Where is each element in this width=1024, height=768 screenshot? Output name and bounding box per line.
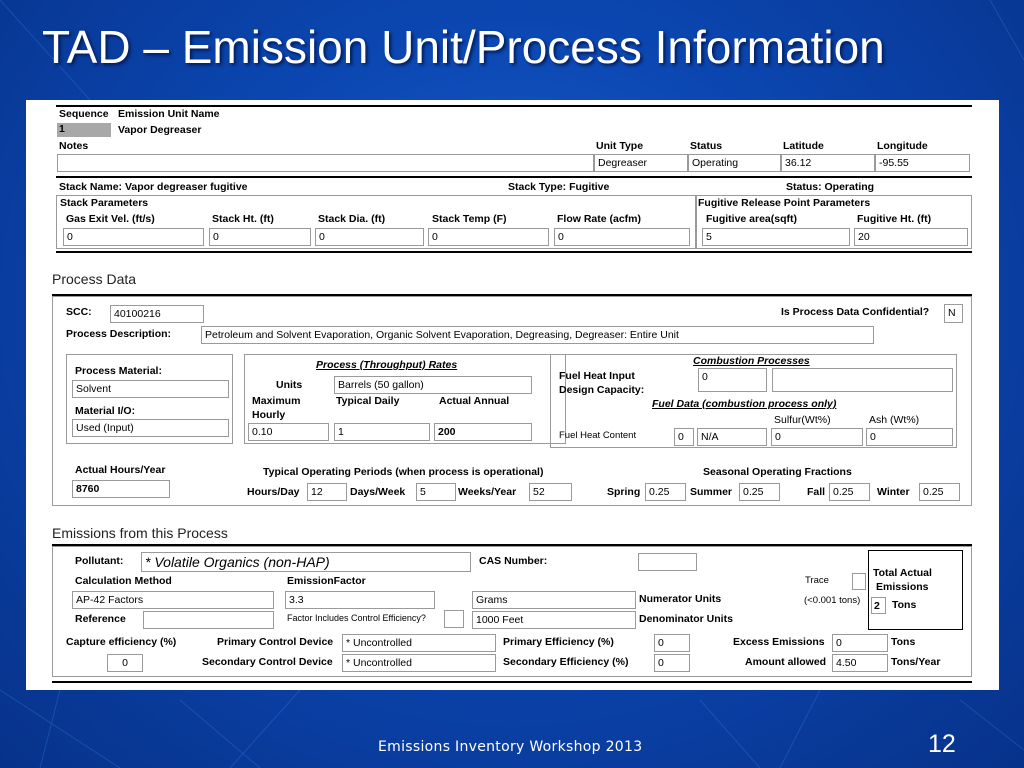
unit-name-value: Vapor Degreaser: [118, 124, 202, 136]
process-material-label: Process Material:: [75, 365, 162, 377]
factor-control-label: Factor Includes Control Efficiency?: [287, 613, 426, 623]
reference-field: [143, 611, 274, 629]
amount-allowed-field: 4.50: [832, 654, 888, 672]
secondary-efficiency-field: 0: [654, 654, 690, 672]
fugitive-parameters-header: Fugitive Release Point Parameters: [698, 197, 871, 209]
sequence-label: Sequence: [59, 108, 109, 120]
winter-label: Winter: [877, 486, 910, 498]
seasonal-label: Seasonal Operating Fractions: [703, 466, 852, 478]
summer-label: Summer: [690, 486, 733, 498]
fuel-heat-input-label-1: Fuel Heat Input: [559, 370, 635, 382]
gas-exit-vel-field: 0: [63, 228, 204, 246]
emissions-heading: Emissions from this Process: [52, 525, 228, 541]
process-description-field: Petroleum and Solvent Evaporation, Organic Solvent Evaporation, Degreasing, Degreaser: Entire Unit: [201, 326, 874, 344]
process-data-heading: Process Data: [52, 271, 137, 287]
capture-efficiency-label: Capture efficiency (%): [66, 636, 177, 648]
stack-dia-field: 0: [315, 228, 424, 246]
amount-allowed-label: Amount allowed: [745, 656, 827, 668]
scc-label: SCC:: [66, 306, 92, 318]
material-io-field: Used (Input): [72, 419, 229, 437]
status-label: Status: [690, 140, 723, 152]
actual-annual-label: Actual Annual: [439, 395, 510, 407]
calculation-method-label: Calculation Method: [75, 575, 172, 587]
secondary-control-device-field: * Uncontrolled: [342, 654, 496, 672]
secondary-efficiency-label: Secondary Efficiency (%): [503, 656, 629, 668]
sulfur-field: 0: [771, 428, 863, 446]
flow-rate-field: 0: [554, 228, 690, 246]
spring-label: Spring: [607, 486, 641, 498]
total-actual-field: 2: [871, 597, 886, 614]
stack-name: Stack Name: Vapor degreaser fugitive: [59, 181, 248, 193]
spring-field: 0.25: [645, 483, 686, 501]
fall-field: 0.25: [829, 483, 870, 501]
excess-emissions-field: 0: [832, 634, 888, 652]
stack-ht-label: Stack Ht. (ft): [212, 213, 274, 225]
unit-type-field: Degreaser: [594, 154, 688, 172]
emission-factor-field: 3.3: [285, 591, 435, 609]
stack-temp-field: 0: [428, 228, 549, 246]
capture-efficiency-field: 0: [107, 654, 143, 672]
calculation-method-field: AP-42 Factors: [72, 591, 274, 609]
numerator-units-field: Grams: [472, 591, 636, 609]
bottom-rule: [52, 681, 972, 683]
stack-parameters-header: Stack Parameters: [60, 197, 149, 209]
reference-label: Reference: [75, 613, 126, 625]
unit-type-label: Unit Type: [596, 140, 644, 152]
units-label: Units: [276, 379, 303, 391]
process-description-label: Process Description:: [66, 328, 172, 340]
primary-efficiency-field: 0: [654, 634, 690, 652]
actual-hours-label: Actual Hours/Year: [75, 464, 166, 476]
days-week-field: 5: [416, 483, 456, 501]
max-hourly-label-2: Hourly: [252, 409, 286, 421]
emission-factor-label: EmissionFactor: [287, 575, 366, 587]
fuel-heat-input-field: 0: [698, 368, 767, 392]
scc-field: 40100216: [110, 305, 204, 323]
trace-checkbox: [852, 573, 866, 590]
days-week-label: Days/Week: [350, 486, 406, 498]
fuel-data-title: Fuel Data (combustion process only): [652, 398, 837, 410]
ash-field: 0: [866, 428, 953, 446]
throughput-title: Process (Throughput) Rates: [316, 359, 458, 371]
numerator-units-label: Numerator Units: [639, 593, 722, 605]
max-hourly-field: 0.10: [248, 423, 329, 441]
hours-day-label: Hours/Day: [247, 486, 300, 498]
status-field: Operating: [688, 154, 781, 172]
stack-rule: [56, 176, 972, 178]
fuel-heat-content-label: Fuel Heat Content: [559, 430, 637, 441]
actual-hours-field: 8760: [72, 480, 170, 498]
total-actual-label-1: Total Actual: [873, 567, 932, 579]
stack-bottom-rule: [56, 251, 972, 253]
longitude-field: -95.55: [875, 154, 970, 172]
primary-control-device-label: Primary Control Device: [217, 636, 334, 648]
stack-dia-label: Stack Dia. (ft): [318, 213, 386, 225]
confidential-field: N: [944, 304, 963, 323]
fugitive-area-field: 5: [702, 228, 850, 246]
ash-label: Ash (Wt%): [869, 414, 920, 426]
material-io-label: Material I/O:: [75, 405, 136, 417]
slide-title: TAD – Emission Unit/Process Information: [42, 21, 885, 73]
typical-daily-label: Typical Daily: [336, 395, 400, 407]
process-material-field: Solvent: [72, 380, 229, 398]
summer-field: 0.25: [739, 483, 780, 501]
fuel-heat-input-units-field: [772, 368, 953, 392]
denominator-units-label: Denominator Units: [639, 613, 733, 625]
cas-number-field: [638, 553, 697, 571]
flow-rate-label: Flow Rate (acfm): [557, 213, 642, 225]
weeks-year-label: Weeks/Year: [458, 486, 517, 498]
latitude-label: Latitude: [783, 140, 824, 152]
slide-page-number: 12: [928, 730, 956, 758]
fuel-heat-input-label-2: Design Capacity:: [559, 384, 645, 396]
notes-field: [57, 154, 594, 172]
sequence-value: 1: [59, 123, 65, 135]
total-actual-units: Tons: [892, 599, 917, 611]
stack-temp-label: Stack Temp (F): [432, 213, 507, 225]
fuel-heat-content-units-field: N/A: [697, 428, 767, 446]
slide-footer: Emissions Inventory Workshop 2013: [378, 739, 643, 755]
stack-ht-field: 0: [209, 228, 311, 246]
total-actual-label-2: Emissions: [876, 581, 929, 593]
pollutant-label: Pollutant:: [75, 555, 124, 567]
actual-annual-field: 200: [434, 423, 532, 441]
factor-control-field: [444, 610, 464, 628]
stack-type: Stack Type: Fugitive: [508, 181, 610, 193]
notes-label: Notes: [59, 140, 89, 152]
combustion-title: Combustion Processes: [693, 355, 810, 367]
secondary-control-device-label: Secondary Control Device: [202, 656, 333, 668]
gas-exit-vel-label: Gas Exit Vel. (ft/s): [66, 213, 155, 225]
longitude-label: Longitude: [877, 140, 928, 152]
excess-emissions-units: Tons: [891, 636, 916, 648]
max-hourly-label-1: Maximum: [252, 395, 301, 407]
tad-form: [26, 100, 999, 690]
primary-efficiency-label: Primary Efficiency (%): [503, 636, 614, 648]
stack-status: Status: Operating: [786, 181, 875, 193]
fugitive-ht-label: Fugitive Ht. (ft): [857, 213, 932, 225]
typical-periods-label: Typical Operating Periods (when process is operational): [263, 466, 544, 478]
sulfur-label: Sulfur(Wt%): [774, 414, 831, 426]
winter-field: 0.25: [919, 483, 960, 501]
weeks-year-field: 52: [529, 483, 572, 501]
excess-emissions-label: Excess Emissions: [733, 636, 825, 648]
sequence-field: [57, 123, 111, 137]
fall-label: Fall: [807, 486, 826, 498]
pollutant-field: * Volatile Organics (non-HAP): [141, 552, 471, 572]
denominator-units-field: 1000 Feet: [472, 611, 636, 629]
cas-number-label: CAS Number:: [479, 555, 548, 567]
hours-day-field: 12: [307, 483, 347, 501]
top-rule: [56, 105, 972, 107]
latitude-field: 36.12: [781, 154, 875, 172]
unit-name-label: Emission Unit Name: [118, 108, 220, 120]
trace-sub-label: (<0.001 tons): [804, 595, 861, 606]
amount-allowed-units: Tons/Year: [891, 656, 941, 668]
primary-control-device-field: * Uncontrolled: [342, 634, 496, 652]
fugitive-ht-field: 20: [854, 228, 968, 246]
fugitive-area-label: Fugitive area(sqft): [706, 213, 798, 225]
confidential-label: Is Process Data Confidential?: [781, 306, 930, 318]
fuel-heat-content-field: 0: [674, 428, 694, 446]
typical-daily-field: 1: [334, 423, 430, 441]
units-field: Barrels (50 gallon): [334, 376, 532, 394]
trace-label: Trace: [805, 575, 829, 586]
